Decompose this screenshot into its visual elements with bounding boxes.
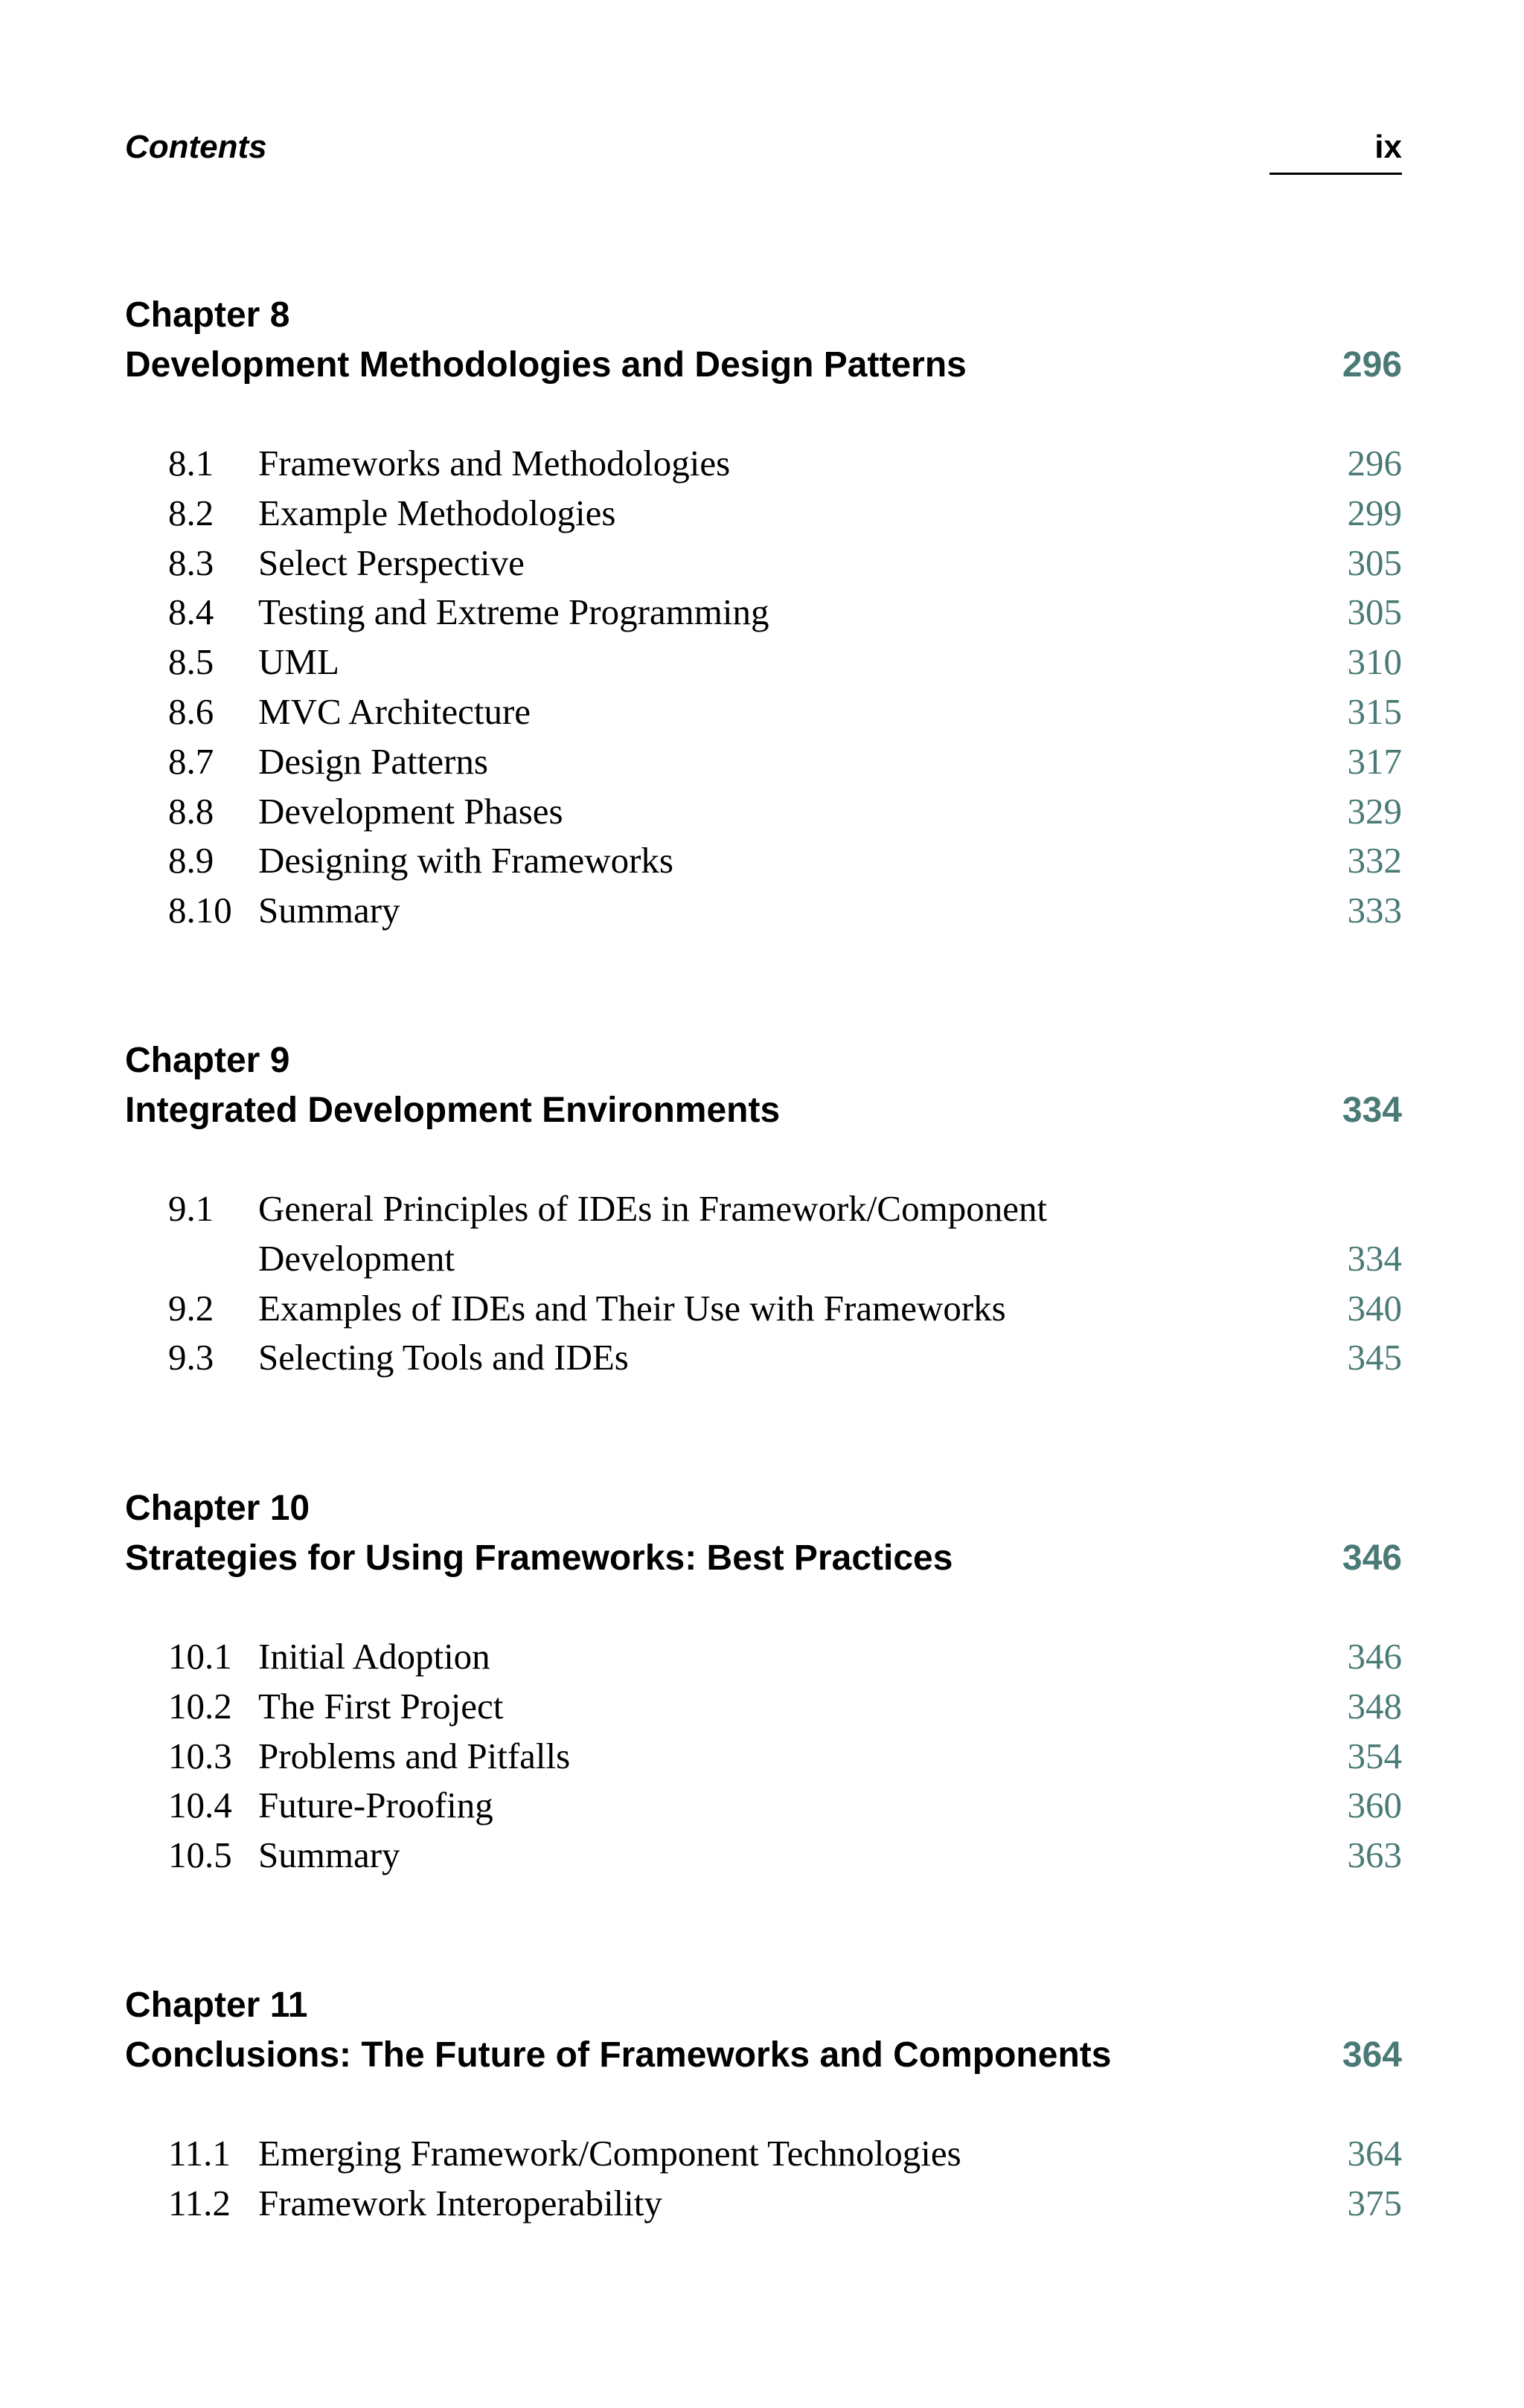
- section-title-line: Select Perspective: [258, 542, 525, 583]
- section-title: [258, 886, 1298, 936]
- section-entry[interactable]: [125, 489, 1402, 539]
- section-entry[interactable]: [125, 1781, 1402, 1831]
- section-page-number: 299: [1347, 492, 1402, 533]
- chapter-number: Chapter 11: [125, 1985, 308, 2025]
- section-entry[interactable]: [125, 1732, 1402, 1782]
- section-title-line: Design Patterns: [258, 740, 488, 782]
- section-title: [258, 1732, 1298, 1782]
- section-title: [258, 787, 1298, 837]
- section-list: [125, 439, 1402, 936]
- section-title: [258, 588, 1298, 638]
- section-list: [125, 1632, 1402, 1881]
- section-title: [258, 539, 1298, 588]
- section-number: 10.5: [168, 1834, 232, 1876]
- section-number: 8.10: [168, 890, 232, 931]
- section-title-line: The First Project: [258, 1685, 504, 1727]
- section-title: [258, 1831, 1298, 1881]
- chapter-page-number: 364: [1342, 2035, 1402, 2075]
- chapter-block: [125, 1483, 1402, 1881]
- section-page-number: 305: [1347, 591, 1402, 633]
- chapter-title: Integrated Development Environments: [125, 1091, 781, 1130]
- section-page-number: 317: [1347, 740, 1402, 782]
- section-title-line: Example Methodologies: [258, 492, 616, 533]
- section-title-line: Designing with Frameworks: [258, 840, 673, 882]
- section-number: 10.4: [168, 1785, 232, 1826]
- section-number: 8.5: [168, 641, 214, 683]
- section-page-number: 332: [1347, 840, 1402, 882]
- section-number: 11.2: [168, 2182, 231, 2224]
- section-title: [258, 638, 1298, 687]
- section-number: 8.2: [168, 492, 214, 533]
- section-title-line: Summary: [258, 890, 400, 931]
- folio-rule: [1270, 173, 1402, 175]
- section-title: [258, 1632, 1298, 1682]
- section-title-line: Selecting Tools and IDEs: [258, 1337, 629, 1378]
- section-title-line: Framework Interoperability: [258, 2182, 662, 2224]
- section-title: [258, 1184, 1298, 1284]
- section-title: [258, 836, 1298, 886]
- section-page-number: 354: [1347, 1735, 1402, 1776]
- section-title: [258, 687, 1298, 737]
- chapter-title-row[interactable]: [125, 1533, 1402, 1583]
- folio: ix: [1374, 129, 1402, 165]
- section-title: [258, 1333, 1298, 1383]
- section-number: 10.1: [168, 1636, 232, 1677]
- chapter-number: Chapter 8: [125, 295, 290, 335]
- section-page-number: 329: [1347, 790, 1402, 832]
- section-title-line: General Principles of IDEs in Framework/Component: [258, 1188, 1048, 1229]
- section-entry[interactable]: [125, 1682, 1402, 1732]
- section-title-line: MVC Architecture: [258, 690, 531, 732]
- section-list: [125, 2129, 1402, 2229]
- section-title-line: Summary: [258, 1834, 400, 1876]
- section-title: [258, 737, 1298, 787]
- section-number: 9.2: [168, 1287, 214, 1329]
- section-title: [258, 2129, 1298, 2179]
- section-entry[interactable]: [125, 836, 1402, 886]
- section-title-line: Problems and Pitfalls: [258, 1735, 571, 1776]
- chapter-title-row[interactable]: [125, 1085, 1402, 1135]
- section-entry[interactable]: [125, 1831, 1402, 1881]
- section-list: [125, 1184, 1402, 1383]
- section-title: [258, 1781, 1298, 1831]
- section-entry[interactable]: [125, 1632, 1402, 1682]
- section-page-number: 363: [1347, 1834, 1402, 1876]
- section-page-number: 348: [1347, 1685, 1402, 1727]
- section-number: 8.4: [168, 591, 214, 633]
- section-entry[interactable]: [125, 2179, 1402, 2229]
- section-entry[interactable]: [125, 439, 1402, 489]
- chapter-page-number: 334: [1342, 1091, 1402, 1130]
- section-page-number: 346: [1347, 1636, 1402, 1677]
- section-page-number: 340: [1347, 1287, 1402, 1329]
- section-number: 11.1: [168, 2133, 231, 2174]
- section-entry[interactable]: [125, 539, 1402, 588]
- section-title: [258, 1682, 1298, 1732]
- section-entry[interactable]: [125, 1333, 1402, 1383]
- section-entry[interactable]: [125, 2129, 1402, 2179]
- section-number: 8.8: [168, 790, 214, 832]
- chapter-title: Strategies for Using Frameworks: Best Practices: [125, 1538, 953, 1578]
- section-title-line: Development: [258, 1237, 455, 1279]
- section-page-number: 296: [1347, 443, 1402, 484]
- section-title: [258, 489, 1298, 539]
- section-title: [258, 2179, 1298, 2229]
- section-number: 8.6: [168, 690, 214, 732]
- section-title: [258, 1284, 1298, 1334]
- section-number: 8.9: [168, 840, 214, 882]
- section-title-line: Development Phases: [258, 790, 563, 832]
- section-number: 8.3: [168, 542, 214, 583]
- section-title-line: Emerging Framework/Component Technologies: [258, 2133, 961, 2174]
- section-title-line: UML: [258, 641, 339, 683]
- section-entry[interactable]: [125, 886, 1402, 936]
- chapter-title-row[interactable]: [125, 340, 1402, 390]
- section-page-number: 345: [1347, 1337, 1402, 1378]
- section-entry[interactable]: [125, 687, 1402, 737]
- section-number: 8.1: [168, 443, 214, 484]
- section-page-number: 310: [1347, 641, 1402, 683]
- section-number: 10.2: [168, 1685, 232, 1727]
- section-title-line: Future-Proofing: [258, 1785, 493, 1826]
- section-entry[interactable]: [125, 737, 1402, 787]
- chapter-block: [125, 1980, 1402, 2229]
- chapter-number: Chapter 10: [125, 1489, 310, 1528]
- section-title-line: Initial Adoption: [258, 1636, 490, 1677]
- running-head-title: Contents: [125, 129, 267, 165]
- section-page-number: 334: [1347, 1237, 1402, 1279]
- section-title-line: Examples of IDEs and Their Use with Frameworks: [258, 1287, 1006, 1329]
- chapter-block: [125, 290, 1402, 936]
- section-title-line: Testing and Extreme Programming: [258, 591, 769, 633]
- section-page-number: 333: [1347, 890, 1402, 931]
- chapter-page-number: 346: [1342, 1538, 1402, 1578]
- chapter-title: Development Methodologies and Design Patterns: [125, 345, 967, 385]
- section-entry[interactable]: [125, 638, 1402, 687]
- section-title-line: Frameworks and Methodologies: [258, 443, 731, 484]
- section-title: [258, 439, 1298, 489]
- section-page-number: 360: [1347, 1785, 1402, 1826]
- chapter-block: [125, 1036, 1402, 1383]
- section-number: 9.1: [168, 1188, 214, 1229]
- chapter-number: Chapter 9: [125, 1041, 290, 1080]
- chapter-title: Conclusions: The Future of Frameworks and Components: [125, 2035, 1112, 2075]
- chapter-page-number: 296: [1342, 345, 1402, 385]
- section-entry[interactable]: [125, 588, 1402, 638]
- section-page-number: 315: [1347, 690, 1402, 732]
- section-entry[interactable]: [125, 1184, 1402, 1284]
- running-head: [125, 125, 1402, 177]
- section-number: 10.3: [168, 1735, 232, 1776]
- section-entry[interactable]: [125, 1284, 1402, 1334]
- chapter-title-row[interactable]: [125, 2030, 1402, 2080]
- section-page-number: 375: [1347, 2182, 1402, 2224]
- section-number: 8.7: [168, 740, 214, 782]
- section-page-number: 364: [1347, 2133, 1402, 2174]
- section-number: 9.3: [168, 1337, 214, 1378]
- section-entry[interactable]: [125, 787, 1402, 837]
- section-page-number: 305: [1347, 542, 1402, 583]
